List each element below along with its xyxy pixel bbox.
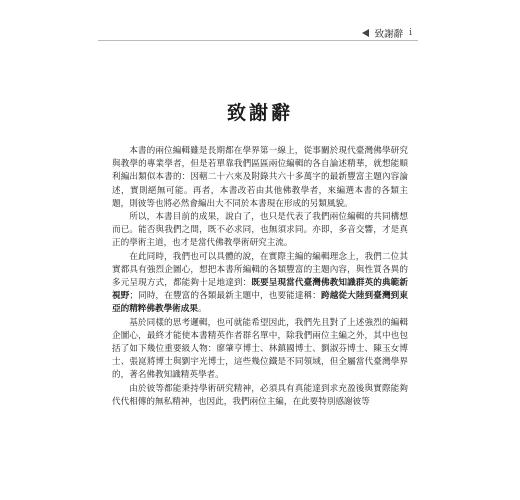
paragraph-text: 在此同時，我們也可以具體的說，在實際主編的編輯理念上，我們二位其實都具有強烈企圖心，想把本書所編輯的各類豐富的主題內容，與性質各異的多元呈現方式，都能夠十足地達到： — [112, 251, 408, 289]
emphasis-text: 跨越從大陸到臺灣到東亞的精粹佛教學術成果 — [112, 291, 408, 315]
paragraph — [112, 145, 408, 211]
paragraph-text: 基於同樣的思考邏輯，也可就能希望因此，我們先且對了上述強烈的編輯企圖心，最終才能使本書精英作者群名單中，除我們兩位主編之外，其中也包括了如下幾位重要級人物：廖肇亨博士、林鎮國博士、劉淑芬博士、陳玉女博士、張崑將博士與劉宇光博士，這些幾位鐵是不同領域，但全屬當代臺灣學界的，著名佛教知識精英學者。 — [112, 317, 408, 381]
body-text — [112, 145, 408, 409]
paragraph-text: 本書的兩位編輯雖是長期都在學界第一線上，從事關於現代臺灣佛學研究與教學的專業學者，但是若單靠我們區區兩位編輯的各自論述精華，就想能順利編出類似本書的：因轄二十六來及附錄共六十多萬字的最新豐富主題內容論述，實則絕無可能。再者，本書改若由其他佛教學者，來編選本書的各類主題，則彼等也將必然會編出大不同於本書現在形成的另類風貌。 — [112, 146, 408, 209]
paragraph — [112, 317, 408, 383]
paragraph — [112, 251, 408, 317]
paragraph-text: ；同時，在豐富的各類最新主題中，也要能達稱： — [129, 291, 321, 302]
paragraph — [112, 211, 408, 251]
paragraph-text: 。 — [197, 304, 207, 315]
header-divider — [98, 40, 418, 41]
paragraph-text: 所以，本書目前的成果，說白了，也只是代表了我們兩位編輯的共同構想而已。能否與我們之間，既不必求同，也無須求同。亦即，多音交響，才是真正的學術主道，也才是當代佛教學術研究主流。 — [112, 212, 408, 249]
page-title: 致謝辭 — [226, 102, 293, 124]
paragraph — [112, 383, 408, 409]
running-title: 致謝辭 — [374, 29, 404, 40]
emphasis-text: 既要呈現當代臺灣佛教知識群英的典範新視野 — [112, 278, 408, 302]
triangle-marker-icon — [362, 29, 369, 37]
paragraph-text: 由於彼等都能秉持學術研究精神，必須具有真能達到求充盈後與實際能夠代代相傳的無私精神，也因此，我們兩位主編，在此要特別感謝彼等 — [112, 383, 408, 407]
page-marker: i — [409, 28, 412, 38]
running-header — [362, 26, 412, 40]
